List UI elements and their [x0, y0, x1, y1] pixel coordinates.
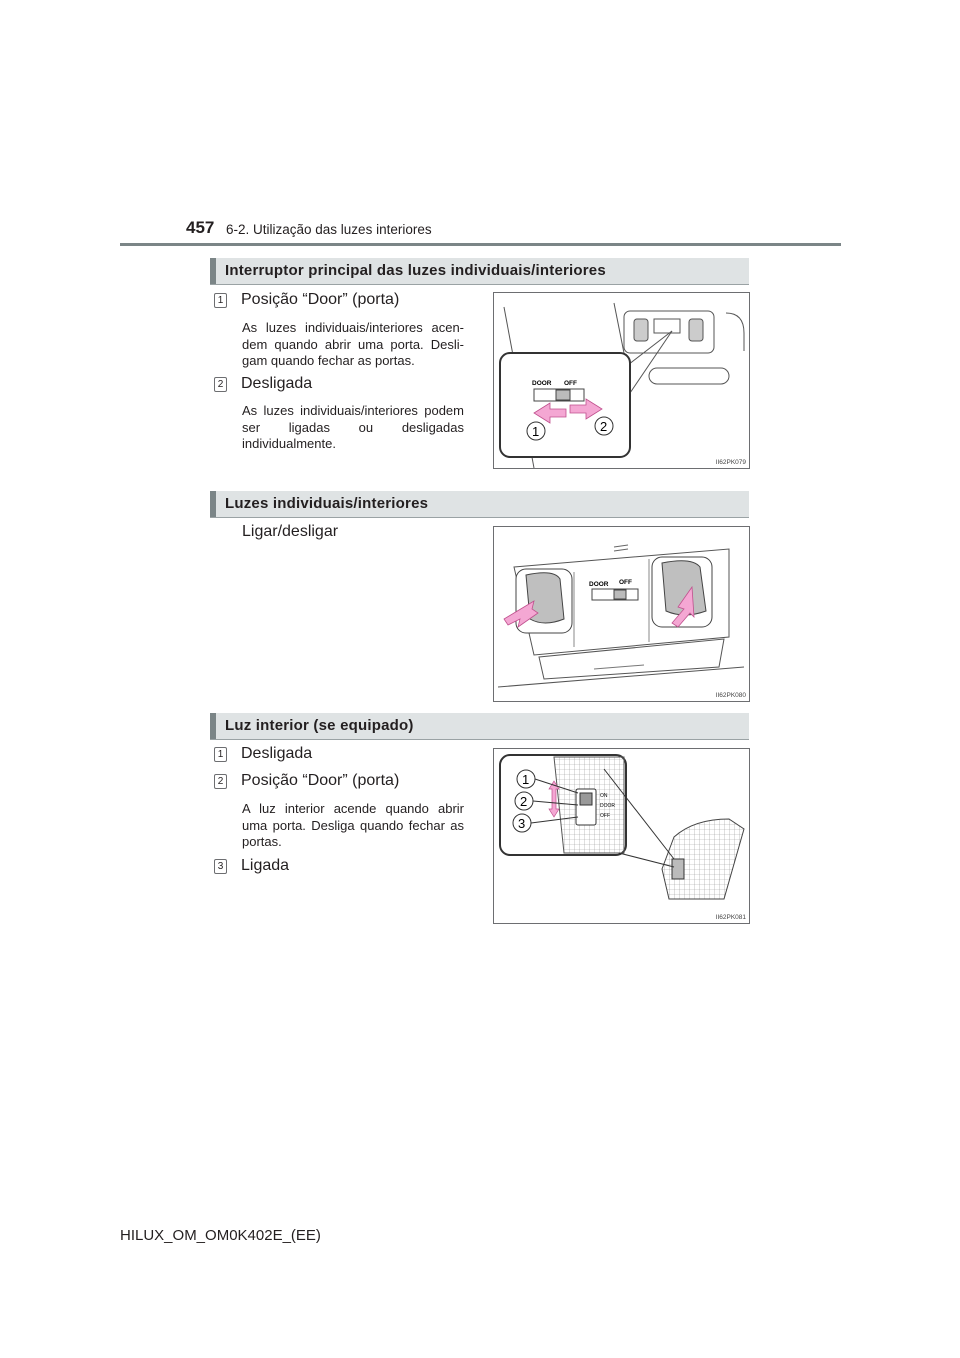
list-item [214, 290, 399, 310]
item-number: 1 [214, 293, 227, 308]
item-title: Posição “Door” (porta) [241, 291, 400, 308]
off-label: OFF [600, 813, 610, 819]
section-heading-interior-light [210, 713, 749, 740]
figure-code: II62PK079 [715, 459, 746, 466]
item-description: A luz interior acende quando abrir uma porta. Desliga quando fechar as portas. [242, 801, 464, 849]
figure-interior-light-illustration [494, 749, 749, 923]
callout-2: 2 [520, 794, 528, 809]
figure-code: II62PK081 [715, 914, 746, 921]
off-label: OFF [564, 380, 577, 387]
item-title: Desligada [241, 375, 313, 392]
off-label: OFF [619, 579, 632, 586]
item-title: Posição “Door” (porta) [241, 772, 400, 789]
door-label: DOOR [600, 803, 615, 809]
callout-2: 2 [600, 419, 608, 434]
item-number: 2 [214, 377, 227, 392]
section-title: Interruptor principal das luzes individuais/interiores [225, 262, 606, 279]
section-text: Ligar/desligar [242, 523, 339, 540]
item-title: Ligada [241, 857, 290, 874]
list-item [214, 744, 312, 764]
item-title: Desligada [241, 745, 313, 762]
item-number: 1 [214, 747, 227, 762]
section-heading-main-switch [210, 258, 749, 285]
door-label: DOOR [532, 380, 552, 387]
callout-1: 1 [532, 424, 540, 439]
header-rule [120, 243, 841, 246]
section-title: Luzes individuais/interiores [225, 495, 429, 512]
on-label: ON [600, 793, 608, 799]
callout-3: 3 [518, 816, 526, 831]
item-number: 3 [214, 859, 227, 874]
figure-main-switch-illustration [494, 293, 749, 468]
list-item [214, 374, 312, 394]
section-title: Luz interior (se equipado) [225, 717, 414, 734]
callout-1: 1 [522, 772, 530, 787]
list-item [214, 771, 399, 791]
chapter-title: 6-2. Utilização das luzes interiores [226, 222, 432, 237]
item-description: As luzes individuais/interiores podem ser ligadas ou desligadas individualmente. [242, 403, 464, 451]
figure-main-switch [493, 292, 750, 469]
figure-code: II62PK080 [715, 692, 746, 699]
footer-document-id: HILUX_OM_OM0K402E_(EE) [120, 1227, 321, 1244]
section-heading-individual-lights [210, 491, 749, 518]
door-label: DOOR [589, 581, 609, 588]
figure-interior-light [493, 748, 750, 924]
list-item [214, 856, 289, 876]
figure-individual-lights [493, 526, 750, 702]
figure-individual-lights-illustration [494, 527, 749, 701]
item-description: As luzes individuais/interiores acen- dem quando abrir uma porta. Desli- gam quando fechar as portas. [242, 320, 464, 368]
item-number: 2 [214, 774, 227, 789]
page-number: 457 [186, 218, 215, 237]
